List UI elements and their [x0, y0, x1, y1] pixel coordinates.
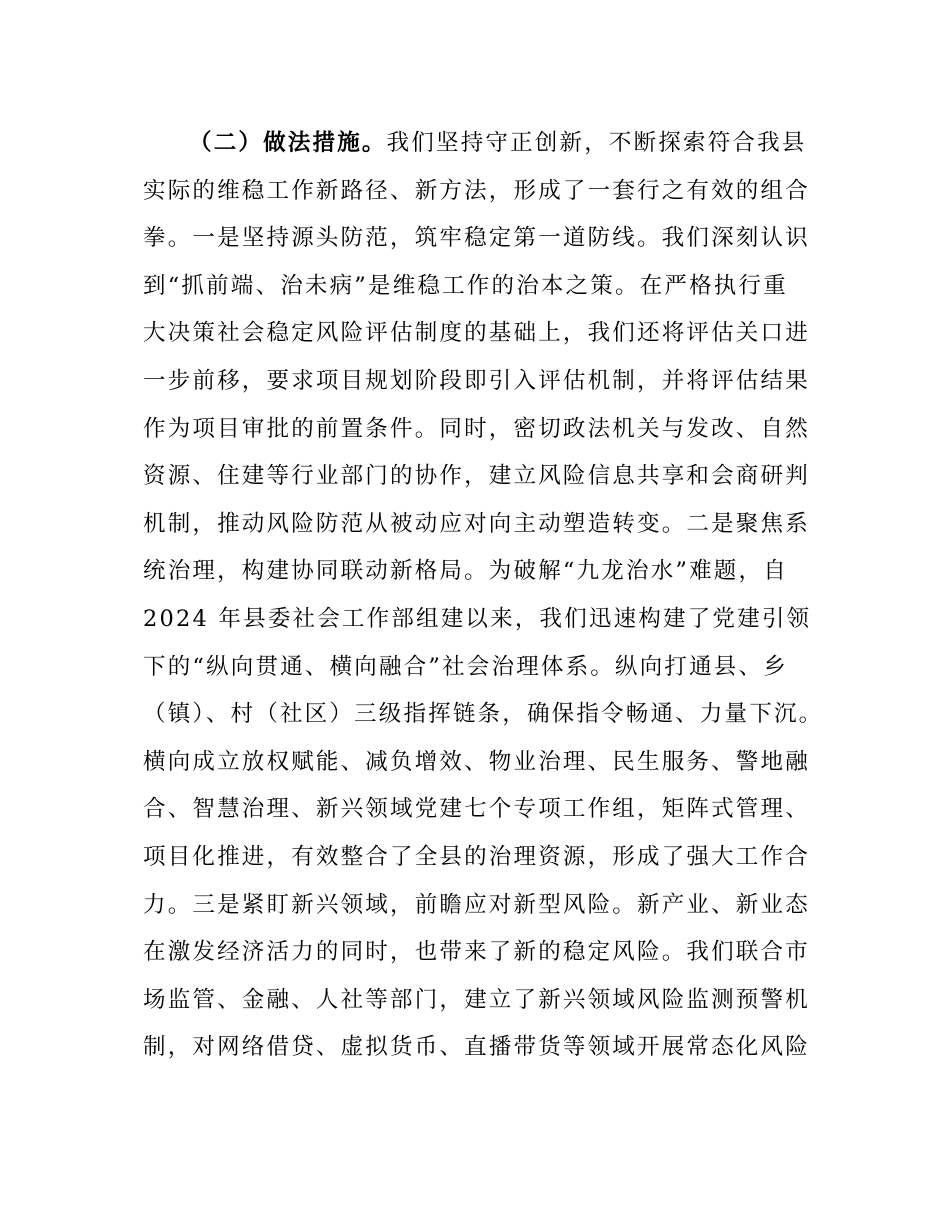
- paragraph-line: 场监管、金融、人社等部门，建立了新兴领域风险监测预警机: [143, 986, 810, 1013]
- paragraph-line: 项目化推进，有效整合了全县的治理资源，形成了强大工作合: [143, 843, 810, 870]
- paragraph-line: 拳。一是坚持源头防范，筑牢稳定第一道防线。我们深刻认识: [143, 225, 810, 252]
- paragraph-line: [143, 120, 823, 168]
- line-text: 我们坚持守正创新，不断探索符合我县: [386, 130, 807, 156]
- section-heading: （二）做法措施。: [189, 130, 387, 156]
- paragraph-line: 在激发经济活力的同时，也带来了新的稳定风险。我们联合市: [143, 939, 810, 966]
- paragraph-line: 统治理，构建协同联动新格局。为破解“九龙治水”难题，自: [143, 558, 788, 585]
- paragraph-line: 大决策社会稳定风险评估制度的基础上，我们还将评估关口进: [143, 320, 810, 347]
- paragraph-line: 实际的维稳工作新路径、新方法，形成了一套行之有效的组合: [143, 177, 810, 204]
- paragraph-line: 下的“纵向贯通、横向融合”社会治理体系。纵向打通县、乡: [143, 653, 788, 680]
- paragraph-line: 横向成立放权赋能、减负增效、物业治理、民生服务、警地融: [143, 748, 810, 775]
- paragraph-line: 一步前移，要求项目规划阶段即引入评估机制，并将评估结果: [143, 367, 810, 394]
- paragraph-line: 到“抓前端、治未病”是维稳工作的治本之策。在严格执行重: [143, 272, 788, 299]
- paragraph-line: （镇）、村（社区）三级指挥链条，确保指令畅通、力量下沉。: [143, 701, 824, 728]
- paragraph-line: 资源、住建等行业部门的协作，建立风险信息共享和会商研判: [143, 463, 810, 490]
- paragraph-line: 制，对网络借贷、虚拟货币、直播带货等领域开展常态化风险: [143, 1034, 810, 1061]
- paragraph-line: 机制，推动风险防范从被动应对向主动塑造转变。二是聚焦系: [143, 510, 810, 537]
- paragraph-line: 力。三是紧盯新兴领域，前瞻应对新型风险。新产业、新业态: [143, 891, 810, 918]
- paragraph-line: 作为项目审批的前置条件。同时，密切政法机关与发改、自然: [143, 415, 810, 442]
- body-paragraph: [143, 120, 823, 1072]
- paragraph-line: 合、智慧治理、新兴领域党建七个专项工作组，矩阵式管理、: [143, 796, 810, 823]
- paragraph-line: 2024 年县委社会工作部组建以来，我们迅速构建了党建引领: [143, 605, 812, 632]
